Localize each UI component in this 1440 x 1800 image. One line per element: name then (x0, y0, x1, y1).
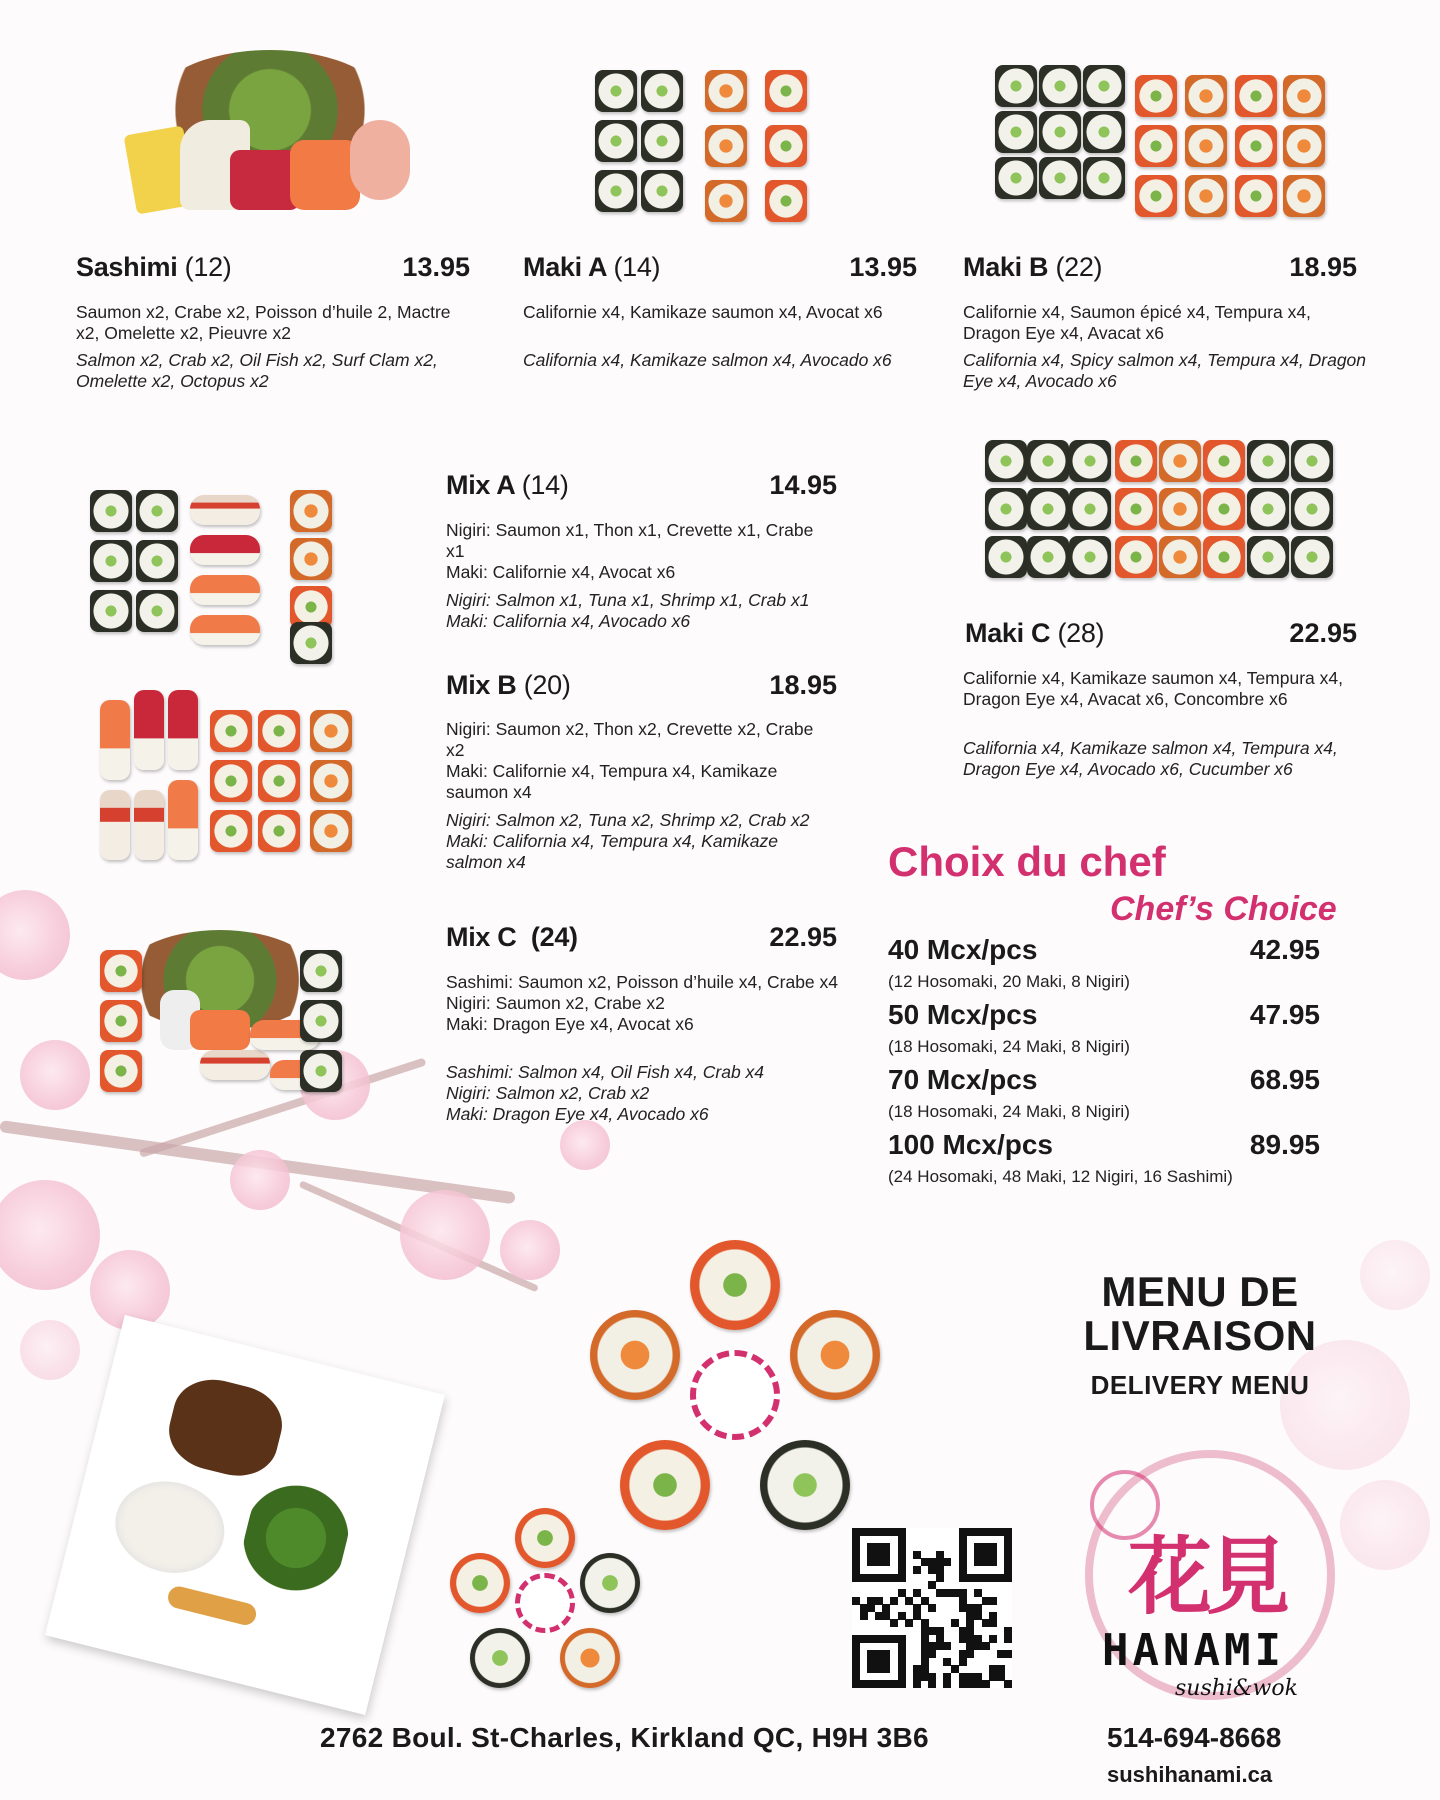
sashimi-image (120, 50, 430, 220)
mix-b-title: Mix B (20) (446, 670, 571, 700)
qr-module (905, 1619, 913, 1627)
qr-module (982, 1680, 990, 1688)
mix-c-desc-fr-line: Maki: Dragon Eye x4, Avocat x6 (446, 1014, 694, 1034)
maki-c-desc-en: California x4, Kamikaze salmon x4, Tempura x4, Dragon Eye x4, Avocado x6, Cucumber x6 (963, 738, 1338, 779)
qr-module (1004, 1680, 1012, 1688)
maki-a-desc-fr: Californie x4, Kamikaze saumon x4, Avocat x6 (523, 302, 883, 322)
maki-b-desc-fr: Californie x4, Saumon épicé x4, Tempura x4, Dragon Eye x4, Avacat x6 (963, 302, 1311, 343)
chef-choice-title-en: Chef’s Choice (1110, 890, 1337, 928)
logo-kanji: 花見 (1128, 1527, 1285, 1626)
mix-c-title: Mix C (24) (446, 922, 578, 952)
footer-phone[interactable]: 514-694-8668 (1107, 1722, 1282, 1753)
mix-a-price: 14.95 (769, 470, 837, 500)
flower-sushi-large-image (580, 1240, 890, 1550)
mix-b-price: 18.95 (769, 670, 837, 700)
qr-module (882, 1665, 890, 1673)
qr-module (966, 1650, 974, 1658)
mix-b-image (100, 690, 370, 860)
mix-a-desc-en-line: Nigiri: Salmon x1, Tuna x1, Shrimp x1, Crab x1 (446, 590, 810, 610)
qr-code[interactable] (852, 1528, 1012, 1688)
maki-a-title: Maki A (14) (523, 252, 661, 282)
qr-module (982, 1642, 990, 1650)
sashimi-desc-en: Salmon x2, Crab x2, Oil Fish x2, Surf Clam x2, Omelette x2, Octopus x2 (76, 350, 438, 391)
chef-row-label: 70 Mcx/pcs (888, 1064, 1038, 1095)
mix-b-desc-en-line: Nigiri: Salmon x2, Tuna x2, Shrimp x2, Crab x2 (446, 810, 810, 830)
qr-module (890, 1597, 898, 1605)
mix-c-price: 22.95 (769, 922, 837, 952)
maki-c-desc-fr: Californie x4, Kamikaze saumon x4, Tempura x4, Dragon Eye x4, Avacat x6, Concombre x6 (963, 668, 1343, 709)
mix-c-desc-fr (446, 972, 846, 1035)
qr-module (898, 1680, 906, 1688)
mix-a-desc-fr-line: Maki: Californie x4, Avocat x6 (446, 562, 676, 582)
qr-module (943, 1558, 951, 1566)
qr-module (913, 1680, 921, 1688)
mix-c-desc-en (446, 1062, 846, 1125)
qr-module (928, 1650, 936, 1658)
qr-module (936, 1574, 944, 1582)
qr-module (1004, 1574, 1012, 1582)
mix-c-desc-fr-line: Sashimi: Saumon x2, Poisson d’huile x4, Crabe x4 (446, 972, 839, 992)
chef-row-label: 40 Mcx/pcs (888, 934, 1038, 965)
flower-sushi-small-image (450, 1508, 640, 1698)
mix-b-desc-fr-line: Maki: Californie x4, Tempura x4, Kamikaze saumon x4 (446, 761, 778, 802)
maki-a-image (595, 70, 825, 240)
chef-row-detail: (18 Hosomaki, 24 Maki, 8 Nigiri) (888, 1037, 1130, 1056)
mix-b-desc-fr (446, 719, 836, 803)
mix-c-desc-en-line: Sashimi: Salmon x4, Oil Fish x4, Crab x4 (446, 1062, 765, 1082)
chef-row-price: 68.95 (1249, 1064, 1320, 1095)
sashimi-desc-fr: Saumon x2, Crabe x2, Poisson d’huile 2, Mactre x2, Omelette x2, Pieuvre x2 (76, 302, 451, 343)
qr-module (882, 1558, 890, 1566)
qr-module (890, 1619, 898, 1627)
sashimi-price: 13.95 (402, 252, 470, 282)
mix-a-title: Mix A (14) (446, 470, 569, 500)
maki-b-desc-en: California x4, Spicy salmon x4, Tempura x4, Dragon Eye x4, Avocado x6 (963, 350, 1367, 391)
mix-c-desc-en-line: Nigiri: Salmon x2, Crab x2 (446, 1083, 650, 1103)
menu-title-line2: LIVRAISON (1083, 1312, 1317, 1359)
chef-row-price: 47.95 (1249, 999, 1320, 1030)
logo-name: HANAMI (1102, 1625, 1285, 1676)
qr-module (1004, 1635, 1012, 1643)
footer-address: 2762 Boul. St-Charles, Kirkland QC, H9H 3B6 (320, 1722, 929, 1753)
chef-row-label: 100 Mcx/pcs (888, 1129, 1053, 1160)
chef-row-detail: (18 Hosomaki, 24 Maki, 8 Nigiri) (888, 1102, 1130, 1121)
mix-a-desc-en (446, 590, 836, 632)
qr-module (943, 1680, 951, 1688)
qr-module (989, 1597, 997, 1605)
chef-row-price: 42.95 (1249, 934, 1320, 965)
maki-a-price: 13.95 (849, 252, 917, 282)
mix-b-desc-en-line: Maki: California x4, Tempura x4, Kamikaze salmon x4 (446, 831, 778, 872)
menu-title (1040, 1270, 1360, 1358)
qr-module (928, 1680, 936, 1688)
maki-a-desc-en: California x4, Kamikaze salmon x4, Avocado x6 (523, 350, 892, 370)
chef-row-detail: (24 Hosomaki, 48 Maki, 12 Nigiri, 16 Sashimi) (888, 1167, 1233, 1186)
maki-b-price: 18.95 (1289, 252, 1357, 282)
mix-a-desc-en-line: Maki: California x4, Avocado x6 (446, 611, 691, 631)
qr-module (1004, 1650, 1012, 1658)
mix-a-image (90, 490, 360, 660)
maki-b-title: Maki B (22) (963, 252, 1103, 282)
qr-module (989, 1619, 997, 1627)
qr-module (928, 1604, 936, 1612)
chef-choice-title-fr: Choix du chef (888, 838, 1166, 885)
qr-module (959, 1658, 967, 1666)
qr-module (989, 1635, 997, 1643)
chef-row-price: 89.95 (1249, 1129, 1320, 1160)
chef-row-label: 50 Mcx/pcs (888, 999, 1038, 1030)
mix-b-desc-en (446, 810, 836, 873)
mix-c-desc-en-line: Maki: Dragon Eye x4, Avocado x6 (446, 1104, 709, 1124)
qr-module (989, 1558, 997, 1566)
menu-subtitle: DELIVERY MENU (1090, 1370, 1310, 1400)
footer-website[interactable]: sushihanami.ca (1107, 1762, 1273, 1787)
qr-module (913, 1566, 921, 1574)
qr-module (860, 1612, 868, 1620)
logo-tagline: sushi&wok (1175, 1676, 1298, 1701)
mix-a-desc-fr (446, 520, 836, 583)
qr-module (898, 1574, 906, 1582)
maki-c-price: 22.95 (1289, 618, 1357, 648)
chef-row-detail: (12 Hosomaki, 20 Maki, 8 Nigiri) (888, 972, 1130, 991)
mix-c-image (100, 930, 360, 1110)
wok-plate-image (45, 1315, 445, 1715)
maki-c-image (985, 440, 1340, 585)
sashimi-title: Sashimi (12) (76, 252, 232, 282)
mix-b-desc-fr-line: Nigiri: Saumon x2, Thon x2, Crevette x2, Crabe x2 (446, 719, 814, 760)
mix-a-desc-fr-line: Nigiri: Saumon x1, Thon x1, Crevette x1, Crabe x1 (446, 520, 814, 561)
maki-b-image (995, 65, 1330, 235)
menu-title-line1: MENU DE (1101, 1268, 1299, 1315)
qr-module (943, 1642, 951, 1650)
mix-c-desc-fr-line: Nigiri: Saumon x2, Crabe x2 (446, 993, 665, 1013)
maki-c-title: Maki C (28) (965, 618, 1105, 648)
